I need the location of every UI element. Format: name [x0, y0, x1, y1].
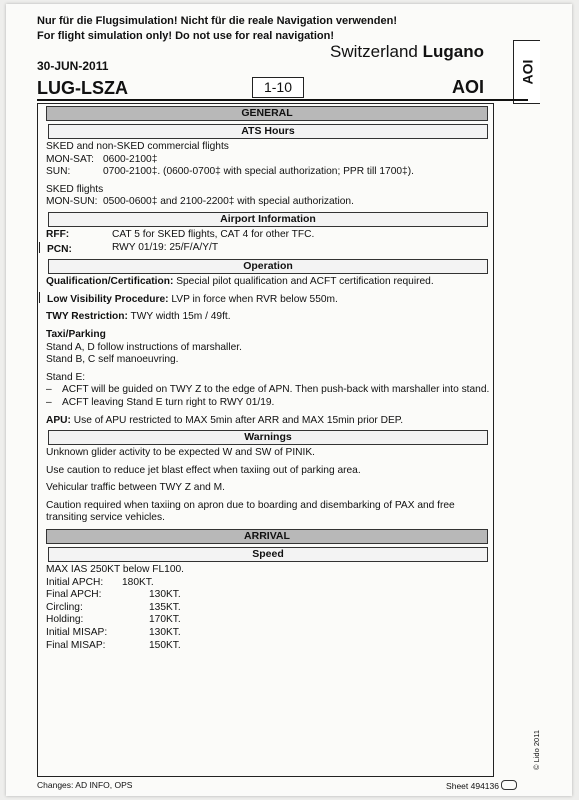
- page-number: 1-10: [252, 77, 304, 98]
- speed-row: Initial MISAP: 130KT.: [46, 627, 181, 639]
- header-divider: [37, 99, 528, 101]
- location-city: Lugano: [422, 42, 484, 61]
- operation-twy-restriction: TWY Restriction: TWY width 15m / 49ft.: [46, 311, 231, 323]
- taxi-parking-title: Taxi/Parking: [46, 328, 106, 340]
- subsection-header-airport-info: Airport Information: [48, 212, 488, 227]
- publisher-logo-icon: [501, 780, 517, 790]
- ats-row-sun: SUN: 0700-2100‡. (0600-0700‡ with special authorization; PPR till 1700‡).: [46, 166, 414, 178]
- warning-item: Vehicular traffic between TWY Z and M.: [46, 482, 225, 494]
- copyright: © Lido 2011: [532, 730, 541, 771]
- subsection-header-operation: Operation: [48, 259, 488, 274]
- taxi-line: Stand B, C self manoeuvring.: [46, 354, 179, 366]
- footer-sheet: Sheet 494136: [446, 780, 517, 791]
- section-header-arrival: ARRIVAL: [46, 529, 488, 544]
- ats-line-sked: SKED flights: [46, 183, 104, 195]
- content-body: [46, 104, 492, 652]
- footer-changes: Changes: AD INFO, OPS: [37, 780, 133, 790]
- effective-date: 30-JUN-2011: [37, 59, 109, 73]
- operation-apu: APU: Use of APU restricted to MAX 5min after ARR and MAX 15min prior DEP.: [46, 414, 404, 426]
- taxi-line: Stand A, D follow instructions of marshaller.: [46, 341, 242, 353]
- airport-row-rff: RFF: CAT 5 for SKED flights, CAT 4 for other TFC.: [46, 228, 315, 240]
- speed-row: Holding: 170KT.: [46, 614, 181, 626]
- change-bar: [39, 292, 43, 303]
- ats-row-mon-sat: MON-SAT: 0600-2100‡: [46, 153, 158, 165]
- location-country: Switzerland: [330, 42, 418, 61]
- warning-item: Use caution to reduce jet blast effect when taxiing out of parking area.: [46, 464, 361, 476]
- warning-item: Unknown glider activity to be expected W and SW of PINIK.: [46, 447, 315, 459]
- speed-max-ias: MAX IAS 250KT below FL100.: [46, 564, 184, 576]
- section-header-general: GENERAL: [46, 106, 488, 121]
- ats-line-commercial: SKED and non-SKED commercial flights: [46, 141, 229, 152]
- ats-row-mon-sun: MON-SUN: 0500-0600‡ and 2100-2200‡ with special authorization.: [46, 196, 354, 208]
- change-bar: [39, 242, 43, 253]
- section-tab[interactable]: [513, 40, 540, 104]
- subsection-header-ats-hours: ATS Hours: [48, 124, 488, 139]
- airport-code: LUG-LSZA: [37, 78, 128, 98]
- location-title: [330, 42, 484, 62]
- operation-qualification: Qualification/Certification: Special pilot qualification and ACFT certification required.: [46, 276, 434, 288]
- taxi-bullet: – ACFT will be guided on TWY Z to the edge of APN. Then push-back with marshaller into stand.: [46, 384, 490, 396]
- airport-row-pcn: PCN: RWY 01/19: 25/F/A/Y/T: [46, 242, 492, 257]
- subsection-header-warnings: Warnings: [48, 430, 488, 445]
- subsection-header-speed: Speed: [48, 547, 488, 562]
- operation-lvp: Low Visibility Procedure: LVP in force when RVR below 550m.: [46, 292, 492, 307]
- section-tab-label: AOI: [518, 59, 535, 85]
- chart-page: [6, 4, 572, 796]
- speed-row: Final APCH: 130KT.: [46, 589, 181, 601]
- speed-row: Final MISAP: 150KT.: [46, 639, 181, 651]
- warning-item: Caution required when taxiing on apron due to boarding and disembarking of PAX and free transiting service vehicles.: [46, 499, 455, 524]
- speed-row: Circling: 135KT.: [46, 601, 181, 613]
- simulation-warning: [37, 14, 397, 44]
- taxi-bullet: – ACFT leaving Stand E turn right to RWY 01/19.: [46, 396, 275, 408]
- section-code: AOI: [451, 77, 484, 97]
- warning-english: For flight simulation only! Do not use for real navigation!: [37, 30, 335, 42]
- taxi-line: Stand E:: [46, 371, 86, 383]
- warning-german: Nur für die Flugsimulation! Nicht für die reale Navigation verwenden!: [37, 15, 397, 27]
- speed-row-initial-apch: Initial APCH: 180KT.: [46, 576, 154, 588]
